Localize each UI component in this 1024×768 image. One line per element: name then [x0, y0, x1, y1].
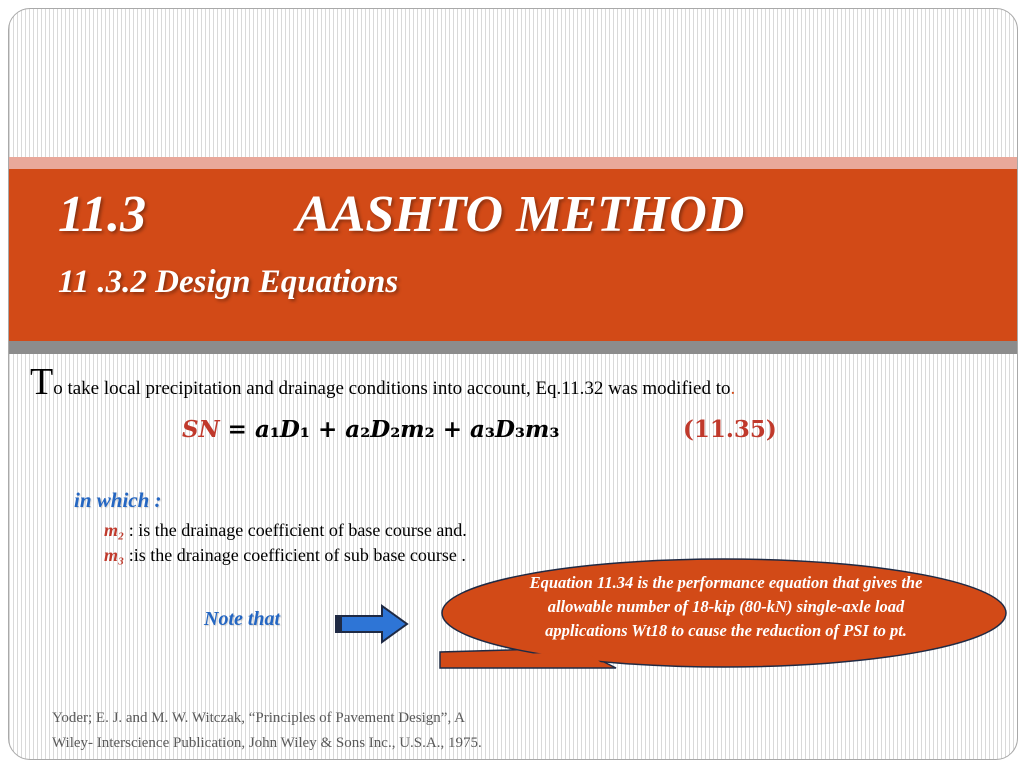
- intro-dropcap: T: [30, 361, 54, 403]
- slide-subtitle: 11 .3.2 Design Equations: [58, 264, 399, 300]
- in-which-label: in which :: [74, 488, 162, 512]
- callout-text: Equation 11.34 is the performance equation that gives the allowable number of 18-kip (80-kN) single-axle load applications Wt18 to cause the reduction of PSI to pt.: [529, 573, 923, 640]
- equation-number: (11.35): [683, 416, 777, 443]
- definition-m3-text: :is the drainage coefficient of sub base course .: [128, 545, 466, 565]
- intro-period: .: [730, 378, 736, 399]
- symbol-m2: m₂: [104, 520, 125, 540]
- citation-line-1: Yoder; E. J. and M. W. Witczak, “Principles of Pavement Design”, A: [52, 710, 465, 726]
- title-band-bottom-stripe: [9, 341, 1017, 354]
- intro-paragraph: [30, 360, 735, 404]
- title-text: AASHTO METHOD: [296, 186, 745, 243]
- definition-m2-text: : is the drainage coefficient of base course and.: [128, 520, 467, 540]
- definition-m2: [104, 520, 467, 541]
- right-arrow-icon: [334, 604, 410, 644]
- slide-title: [58, 185, 744, 244]
- citation-line-2: Wiley- Interscience Publication, John Wiley & Sons Inc., U.S.A., 1975.: [52, 735, 482, 751]
- symbol-m3: m₃: [104, 545, 125, 565]
- definition-m3: [104, 545, 466, 566]
- note-that-label: Note that: [204, 608, 281, 630]
- design-equation: SN = a₁D₁ + a₂D₂m₂ + a₃D₃m₃: [182, 416, 560, 443]
- title-number: 11.3: [58, 186, 147, 243]
- citation: [52, 706, 482, 756]
- title-band-top-stripe: [9, 157, 1017, 169]
- intro-text: o take local precipitation and drainage conditions into account, Eq.11.32 was modified to: [53, 378, 731, 399]
